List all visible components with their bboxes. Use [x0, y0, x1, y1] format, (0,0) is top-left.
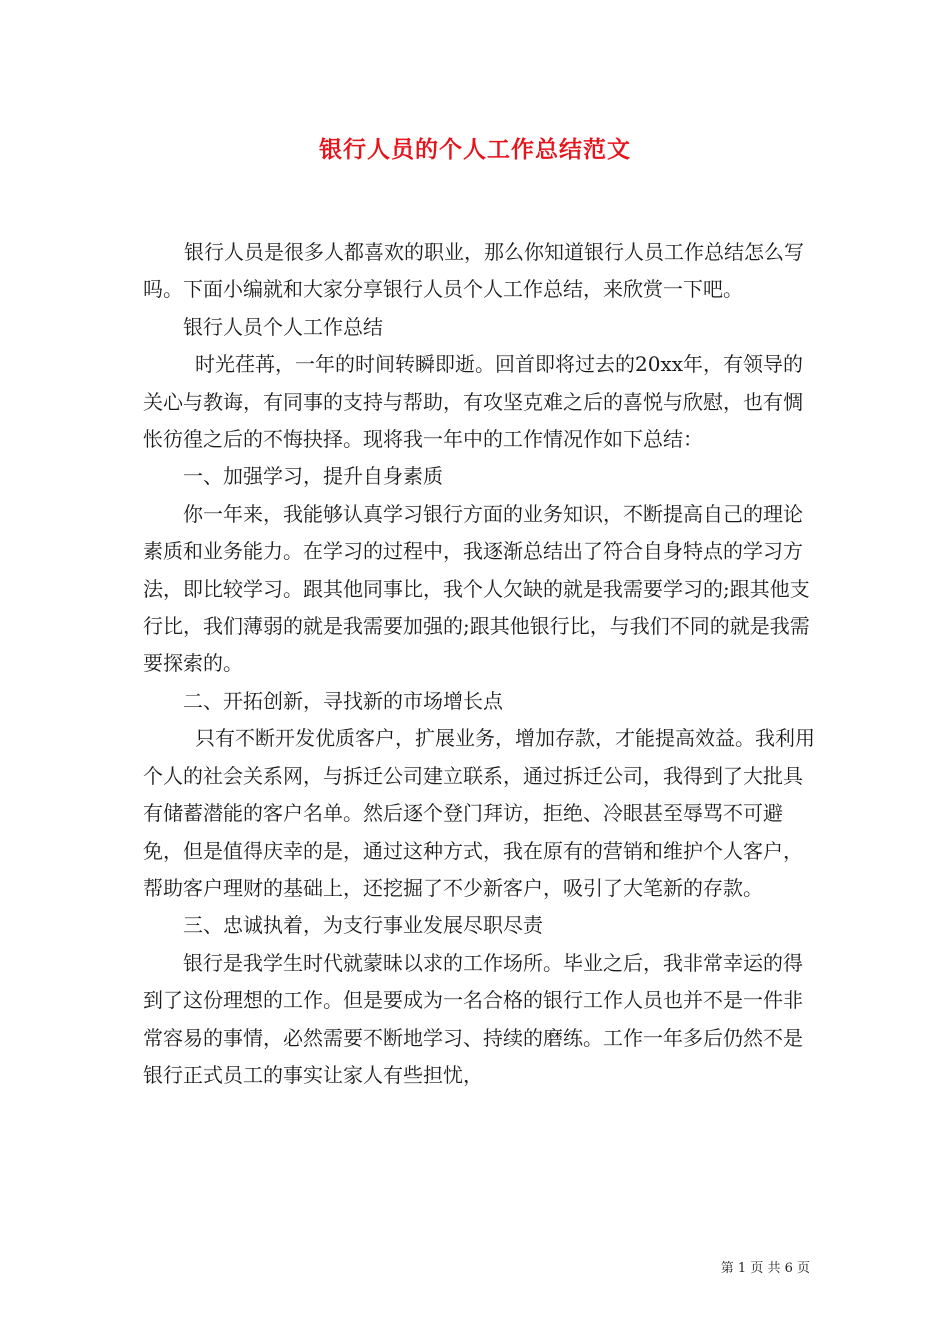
- paragraph-opening: 时光荏苒，一年的时间转瞬即逝。回首即将过去的20xx年，有领导的关心与教诲，有同事的支持与帮助，有攻坚克难之后的喜悦与欣慰，也有惆怅彷徨之后的不悔抉择。现将我一年中的工作情况作如下总结：: [143, 352, 804, 452]
- section-heading-3: 三、忠诚执着，为支行事业发展尽职尽责: [183, 913, 543, 938]
- page-number-footer: 第 1 页 共 6 页: [720, 1261, 810, 1276]
- paragraph-section-3: 银行是我学生时代就蒙昧以求的工作场所。毕业之后，我非常幸运的得到了这份理想的工作。但是要成为一名合格的银行工作人员也并不是一件非常容易的事情，必然需要不断地学习、持续的磨练。工作一年多后仍然不是银行正式员工的事实让家人有些担忧，: [143, 950, 803, 1087]
- section-heading-summary: 银行人员个人工作总结: [183, 314, 383, 339]
- document-title: 银行人员的个人工作总结范文: [319, 136, 631, 163]
- document-body: [143, 234, 815, 1094]
- paragraph-section-2: 只有不断开发优质客户，扩展业务，增加存款，才能提高效益。我利用个人的社会关系网，与拆迁公司建立联系，通过拆迁公司，我得到了大批具有储蓄潜能的客户名单。然后逐个登门拜访，拒绝、冷眼甚至辱骂不可避免，但是值得庆幸的是，通过这种方式，我在原有的营销和维护个人客户，帮助客户理财的基础上，还挖掘了不少新客户，吸引了大笔新的存款。: [143, 726, 815, 900]
- section-heading-1: 一、加强学习，提升自身素质: [183, 464, 443, 489]
- section-heading-2: 二、开拓创新，寻找新的市场增长点: [183, 688, 503, 713]
- paragraph-intro: 银行人员是很多人都喜欢的职业，那么你知道银行人员工作总结怎么写吗。下面小编就和大家分享银行人员个人工作总结，来欣赏一下吧。: [143, 240, 804, 302]
- paragraph-section-1: 你一年来，我能够认真学习银行方面的业务知识，不断提高自己的理论素质和业务能力。在学习的过程中，我逐渐总结出了符合自身特点的学习方法，即比较学习。跟其他同事比，我个人欠缺的就是我需要学习的;跟其他支行比，我们薄弱的就是我需要加强的;跟其他银行比，与我们不同的就是我需要探索的。: [143, 501, 810, 676]
